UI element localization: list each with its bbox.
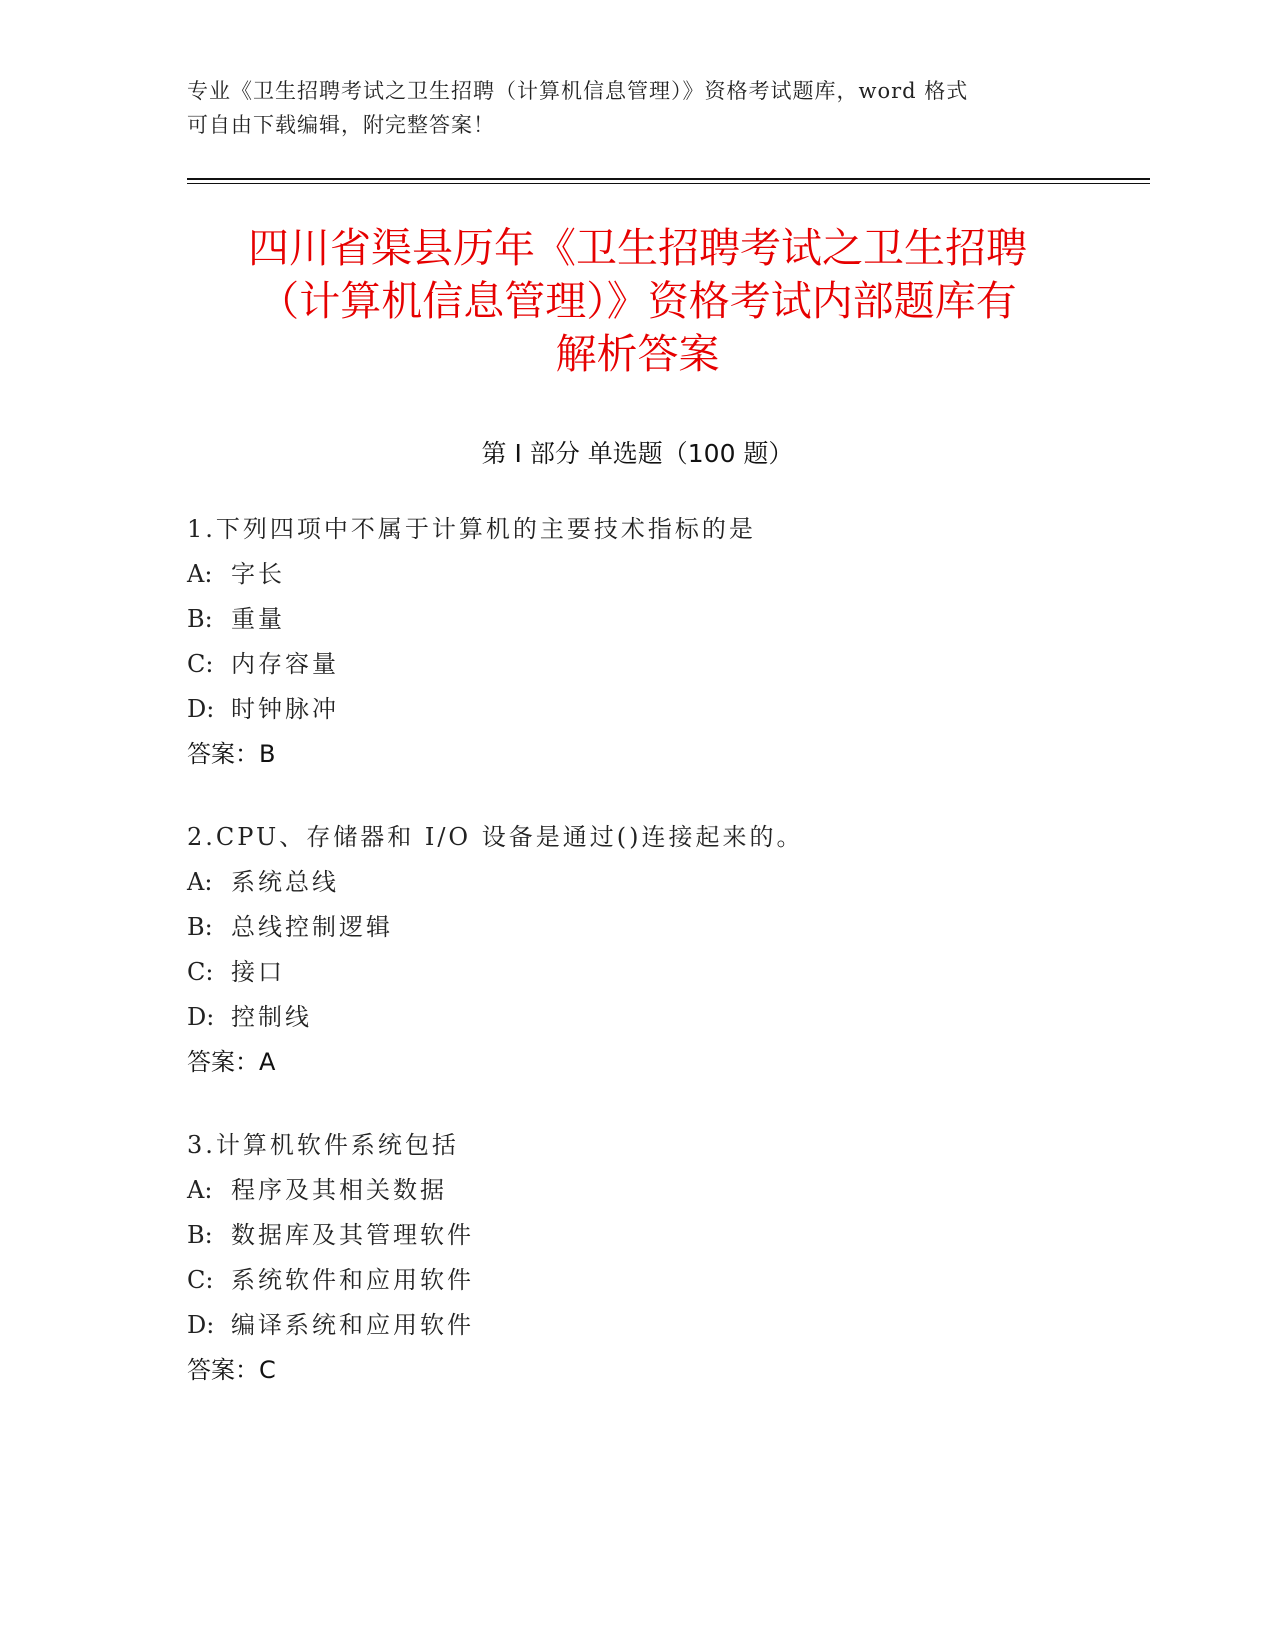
option-d — [187, 995, 1137, 1040]
option-text: 内存容量 — [231, 650, 339, 678]
option-c — [187, 642, 1137, 687]
option-a — [187, 552, 1137, 597]
option-c — [187, 950, 1137, 995]
option-b — [187, 1213, 1137, 1258]
document-title-line-2: （计算机信息管理）》资格考试内部题库有 — [258, 277, 1017, 325]
option-letter: D: — [187, 1003, 215, 1031]
header-divider-thick — [187, 178, 1150, 180]
header-divider-thin — [187, 183, 1150, 184]
header-note — [187, 74, 1067, 142]
header-note-line-2: 可自由下载编辑，附完整答案！ — [187, 113, 495, 137]
option-letter: C: — [187, 650, 214, 678]
option-text: 编译系统和应用软件 — [231, 1311, 474, 1339]
option-b — [187, 597, 1137, 642]
option-letter: A: — [187, 560, 213, 588]
option-letter: B: — [187, 605, 213, 633]
option-letter: B: — [187, 913, 213, 941]
option-text: 总线控制逻辑 — [231, 913, 393, 941]
option-a — [187, 860, 1137, 905]
answer-line: 答案：A — [187, 1048, 276, 1076]
option-letter: A: — [187, 868, 213, 896]
option-letter: D: — [187, 695, 215, 723]
option-letter: D: — [187, 1311, 215, 1339]
document-title-line-3: 解析答案 — [555, 330, 720, 378]
option-d — [187, 1303, 1137, 1348]
option-text: 程序及其相关数据 — [231, 1176, 447, 1204]
header-note-line-1: 专业《卫生招聘考试之卫生招聘（计算机信息管理）》资格考试题库，word 格式 — [187, 79, 969, 103]
question-stem: 1.下列四项中不属于计算机的主要技术指标的是 — [187, 515, 756, 543]
option-b — [187, 905, 1137, 950]
option-a — [187, 1168, 1137, 1213]
option-text: 数据库及其管理软件 — [231, 1221, 474, 1249]
option-text: 接口 — [231, 958, 285, 986]
option-letter: B: — [187, 1221, 213, 1249]
document-title — [150, 222, 1125, 381]
option-c — [187, 1258, 1137, 1303]
question-2 — [187, 815, 1137, 1085]
option-letter: C: — [187, 1266, 214, 1294]
option-text: 控制线 — [231, 1003, 312, 1031]
option-text: 系统总线 — [231, 868, 339, 896]
option-d — [187, 687, 1137, 732]
document-title-line-1: 四川省渠县历年《卫生招聘考试之卫生招聘 — [248, 224, 1027, 272]
answer-line: 答案：B — [187, 740, 276, 768]
option-letter: C: — [187, 958, 214, 986]
option-text: 时钟脉冲 — [231, 695, 339, 723]
answer-line: 答案：C — [187, 1356, 276, 1384]
question-stem: 2.CPU、存储器和 I/O 设备是通过()连接起来的。 — [187, 823, 804, 851]
option-letter: A: — [187, 1176, 213, 1204]
option-text: 重量 — [231, 605, 285, 633]
question-3 — [187, 1123, 1137, 1393]
question-1 — [187, 507, 1137, 777]
option-text: 系统软件和应用软件 — [231, 1266, 474, 1294]
option-text: 字长 — [231, 560, 285, 588]
section-heading: 第 I 部分 单选题（100 题） — [481, 439, 794, 468]
question-stem: 3.计算机软件系统包括 — [187, 1131, 459, 1159]
